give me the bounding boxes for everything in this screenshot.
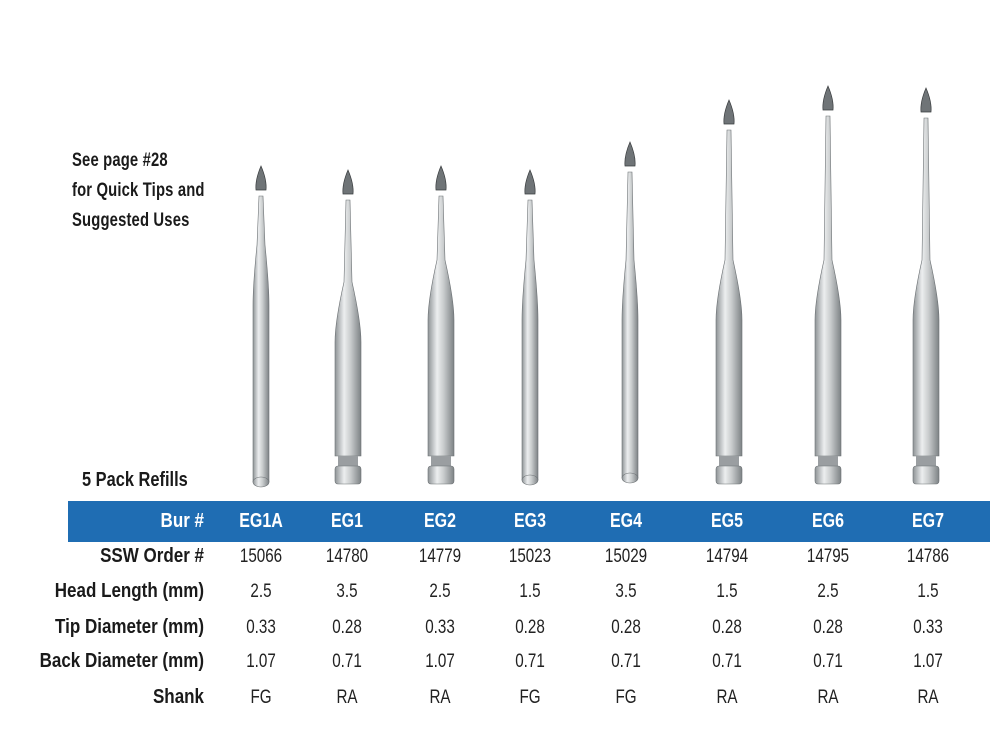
table-cell: 1.07 <box>246 651 276 672</box>
table-cell: 1.5 <box>917 581 939 602</box>
table-cell: 0.71 <box>611 651 641 672</box>
bur-eg2-illustration <box>428 166 454 484</box>
table-cell: 14779 <box>418 546 462 567</box>
bur-code-eg4: EG4 <box>609 510 643 532</box>
table-cell: FG <box>250 687 272 708</box>
table-cell: RA <box>817 687 839 708</box>
row-label: Head Length (mm) <box>54 580 204 602</box>
table-cell: 1.5 <box>716 581 738 602</box>
table-cell: 0.33 <box>425 617 455 638</box>
table-cell: FG <box>615 687 637 708</box>
table-cell: 14794 <box>705 546 749 567</box>
table-cell: 2.5 <box>250 581 272 602</box>
table-cell: 0.28 <box>332 617 362 638</box>
bur-code-eg7: EG7 <box>911 510 945 532</box>
table-cell: 0.28 <box>813 617 843 638</box>
table-cell: 0.28 <box>611 617 641 638</box>
table-cell: 0.33 <box>246 617 276 638</box>
table-cell: 0.71 <box>813 651 843 672</box>
bur-eg7-illustration <box>913 88 939 484</box>
row-label: Back Diameter (mm) <box>39 650 204 672</box>
table-cell: FG <box>519 687 541 708</box>
table-cell: 15066 <box>239 546 283 567</box>
table-cell: 3.5 <box>336 581 358 602</box>
table-cell: RA <box>917 687 939 708</box>
note-line-2: for Quick Tips and <box>72 180 205 201</box>
table-cell: 0.71 <box>332 651 362 672</box>
bur-code-eg1a: EG1A <box>239 510 283 532</box>
table-cell: 14780 <box>325 546 369 567</box>
bur-eg4-illustration <box>622 142 638 483</box>
table-cell: 14795 <box>806 546 850 567</box>
table-cell: 1.07 <box>425 651 455 672</box>
table-cell: 2.5 <box>429 581 451 602</box>
bur-eg1-illustration <box>335 170 361 484</box>
bur-eg6-illustration <box>815 86 841 484</box>
table-cell: 0.71 <box>712 651 742 672</box>
bur-eg1a-illustration <box>253 166 269 487</box>
table-cell: 1.5 <box>519 581 541 602</box>
table-cell: RA <box>716 687 738 708</box>
table-cell: 15023 <box>508 546 552 567</box>
bur-code-eg3: EG3 <box>513 510 547 532</box>
table-cell: 0.28 <box>712 617 742 638</box>
bur-header-label: Bur # <box>160 510 204 532</box>
bur-code-eg1: EG1 <box>330 510 364 532</box>
table-cell: 2.5 <box>817 581 839 602</box>
table-cell: 0.33 <box>913 617 943 638</box>
table-cell: 0.71 <box>515 651 545 672</box>
table-cell: RA <box>336 687 358 708</box>
note-line-1: See page #28 <box>72 150 168 171</box>
bur-code-eg6: EG6 <box>811 510 845 532</box>
row-label: Tip Diameter (mm) <box>55 616 204 638</box>
bur-eg5-illustration <box>716 100 742 484</box>
row-label: SSW Order # <box>100 545 204 567</box>
bur-eg3-illustration <box>522 170 538 485</box>
table-cell: 3.5 <box>615 581 637 602</box>
refills-label: 5 Pack Refills <box>82 469 188 491</box>
table-cell: RA <box>429 687 451 708</box>
bur-header-bar <box>68 501 990 542</box>
note-line-3: Suggested Uses <box>72 210 190 231</box>
table-cell: 15029 <box>604 546 648 567</box>
bur-code-eg5: EG5 <box>710 510 744 532</box>
table-cell: 0.28 <box>515 617 545 638</box>
row-label: Shank <box>152 686 204 708</box>
bur-code-eg2: EG2 <box>423 510 457 532</box>
table-cell: 14786 <box>906 546 950 567</box>
table-cell: 1.07 <box>913 651 943 672</box>
